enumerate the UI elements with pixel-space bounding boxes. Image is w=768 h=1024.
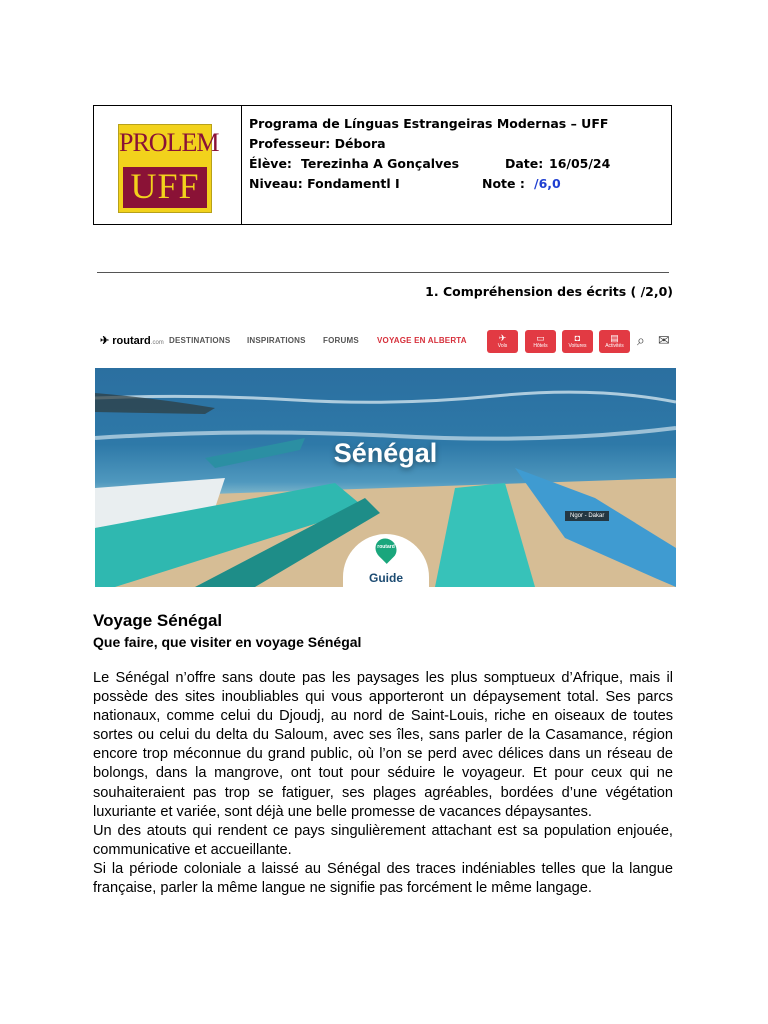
- info-cell: [242, 106, 671, 224]
- header-table: [93, 105, 672, 225]
- guide-label: Guide: [368, 571, 403, 585]
- nav-inspirations[interactable]: INSPIRATIONS: [247, 336, 306, 345]
- brand-name: routard: [112, 335, 151, 347]
- article-body: [93, 669, 673, 898]
- paragraph-3: Si la période coloniale a laissé au Sénégal des traces indéniables telles que la langue française, parler la même langue ne signifie pas forcément le même langage.: [93, 860, 673, 897]
- paragraph-2: Un des atouts qui rendent ce pays singulièrement attachant est sa population enjouée, communicative et accueillante.: [93, 822, 673, 858]
- level-label: Niveau:: [249, 176, 303, 191]
- mail-icon[interactable]: ✉: [658, 332, 670, 348]
- flights-label: Vols: [497, 343, 508, 349]
- article-title: Voyage Sénégal: [93, 611, 223, 630]
- hero-title: Sénégal: [333, 438, 438, 468]
- level-line: [249, 174, 671, 194]
- search-icon[interactable]: ⌕: [637, 332, 645, 348]
- bed-icon: ▭: [536, 333, 545, 343]
- prolem-uff-logo: [118, 124, 219, 213]
- nav-destinations[interactable]: DESTINATIONS: [169, 336, 231, 345]
- routard-logo[interactable]: [100, 334, 164, 347]
- professor-label: Professeur:: [249, 136, 331, 151]
- flights-button[interactable]: [487, 330, 518, 353]
- activities-label: Activités: [605, 343, 624, 349]
- program-line: [249, 114, 671, 134]
- level-value: Fondamentl I: [307, 176, 400, 191]
- car-icon: ◘: [574, 333, 581, 343]
- brand-sub: .com: [150, 340, 164, 346]
- program-name: Programa de Línguas Estrangeiras Modernas – UFF: [249, 116, 609, 131]
- paragraph-1: Le Sénégal n’offre sans doute pas les paysages les plus somptueux d’Afrique, mais il possède des sites inoubliables qui vous apporteront un dépaysement total. Ses parcs nationaux, comme celui du Djoudj, au nord de Saint-Louis, riche en oiseaux de toutes sortes ou celui du delta du Saloum, avec ses îles, sans parler de la Casamance, région encore trop méconnue du grand public, où l’on se perd avec délices dans un réseau de bolongs, dans la mangrove, ont tout pour séduire le voyageur. Et pour ceux qui ne souhaiteraient pas trop se fatiguer, ses plages agréables, bordées d’une végétation luxuriante et variée, sont déjà une belle promesse de vacances dépaysantes.: [93, 670, 673, 820]
- section-title: 1. Compréhension des écrits ( /2,0): [425, 284, 673, 299]
- note-value: /6,0: [534, 176, 561, 191]
- student-name: Terezinha A Gonçalves: [301, 156, 460, 171]
- note-label: Note :: [482, 176, 525, 191]
- student-line: [249, 154, 671, 174]
- professor-line: [249, 134, 671, 154]
- article-subtitle: Que faire, que visiter en voyage Sénégal: [93, 634, 362, 650]
- cars-label: Voitures: [568, 343, 587, 349]
- hero-image: [95, 368, 676, 587]
- logo-cell: [94, 106, 242, 224]
- professor-name: Débora: [334, 136, 386, 151]
- date-value: 16/05/24: [549, 156, 611, 171]
- hotels-label: Hôtels: [533, 343, 548, 349]
- logo-bottom-text: UFF: [130, 166, 200, 206]
- brand-icon: ✈: [100, 335, 113, 347]
- student-label: Élève:: [249, 156, 292, 171]
- hotels-button[interactable]: [525, 330, 556, 353]
- nav-forums[interactable]: FORUMS: [323, 336, 359, 345]
- horizontal-rule: [97, 272, 669, 273]
- routard-screenshot: [95, 322, 676, 587]
- date-label: Date:: [505, 156, 544, 171]
- plane-icon: ✈: [498, 333, 507, 343]
- nav-voyage-alberta[interactable]: VOYAGE EN ALBERTA: [377, 336, 467, 345]
- activities-button[interactable]: [599, 330, 630, 353]
- ticket-icon: ▤: [610, 333, 619, 343]
- badge-brand: routard: [377, 544, 395, 550]
- cars-button[interactable]: [562, 330, 593, 353]
- logo-top-text: PROLEM: [119, 128, 219, 157]
- photo-caption: Ngor - Dakar: [565, 511, 609, 521]
- site-nav: [95, 322, 676, 362]
